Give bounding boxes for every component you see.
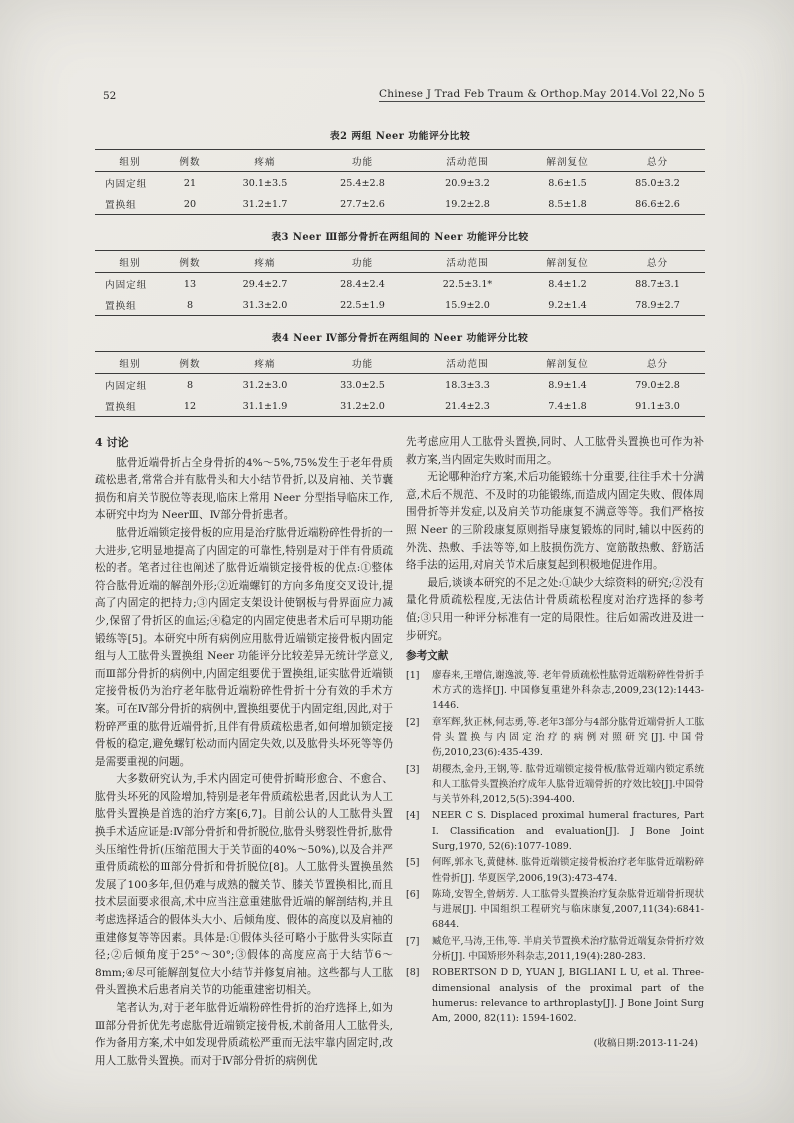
table-cell: 20 [183, 198, 197, 210]
table-cell: 31.2±2.0 [340, 400, 385, 412]
table-cell: 79.0±2.8 [635, 379, 680, 391]
table-4-header-cell: 功能 [351, 359, 374, 370]
reference-marker: [3] [406, 763, 420, 775]
reference-marker: [6] [406, 888, 420, 900]
table-cell: 33.0±2.5 [340, 379, 385, 391]
table-3-block [95, 229, 705, 316]
table-cell: 8.5±1.8 [548, 198, 587, 210]
table-cell: 21.4±2.3 [445, 400, 490, 412]
reference-marker: [2] [406, 716, 420, 728]
table-3-header-cell: 例数 [179, 258, 201, 269]
reference-text: 章军辉,狄正林,何志勇,等.老年3部分与4部分肱骨近端骨折人工肱骨头置换与内固定治疗的病例对照研究[J].中国骨伤,2010,23(6):435-439. [432, 716, 704, 759]
page-number: 52 [103, 90, 117, 102]
table-4-header-cell: 疼痛 [254, 359, 276, 370]
journal-title: Chinese J Trad Feb Traum & Orthop.May 2014.Vol 22,No 5 [379, 88, 705, 100]
table-row [95, 273, 705, 295]
discussion-paragraph: 肱骨近端锁定接骨板的应用是治疗肱骨近端粉碎性骨折的一大进步,它明显地提高了内固定的可靠性,特别是对于伴有骨质疏松的者。笔者过往也阐述了肱骨近端锁定接骨板的优点:①整体符合肱骨近端的解剖外形;②近端螺钉的方向多角度交叉设计,提高了内固定的把持力;③内固定支架设计使钢板与骨界面应力减少,保留了骨折区的血运;④稳定的内固定使患者术后可早期功能锻练等[5]。本研究中所有病例应用肱骨近端锁定接骨板内固定组与人工肱骨头置换组 Neer 功能评分比较差异无统计学意义,而Ⅲ部分骨折的病例中,内固定组要优于置换组,证实肱骨近端锁定接骨板仍为治疗老年肱骨近端粉碎性骨折十分有效的手术方案。可在Ⅳ部分骨折的病例中,置换组要优于内固定组,因此,对于粉碎严重的肱骨近端骨折,且伴有骨质疏松患者,如何增加锁定接骨板的稳定,避免螺钉松动而内固定失效,以及肱骨头坏死等等仍是需要重视的问题。 [95, 526, 393, 768]
discussion-paragraph: 笔者认为,对于老年肱骨近端粉碎性骨折的治疗选择上,如为Ⅲ部分骨折优先考虑肱骨近端锁定接骨板,术前备用人工肱骨头,作为备用方案,术中如发现骨质疏松严重而无法牢靠内固定时,改用人工肱骨头置换。而对于Ⅳ部分骨折的病例优 [95, 1002, 393, 1067]
reference-item [406, 715, 704, 761]
table-row [95, 172, 705, 194]
table-cell: 31.2±3.0 [242, 379, 288, 391]
table-2-header-cell: 活动范围 [446, 157, 489, 168]
running-header [95, 88, 705, 102]
reference-item [406, 762, 704, 808]
tables-section [95, 128, 705, 417]
received-date: (收稿日期:2013-11-24) [593, 1037, 698, 1049]
table-2-header-row [95, 150, 705, 172]
reference-text: 廖春来,王增信,谢逸波,等. 老年骨质疏松性肱骨近端粉碎性骨折手术方式的选择[J]. 中国修复重建外科杂志,2009,23(12):1443-1446. [432, 669, 704, 712]
reference-marker: [5] [406, 857, 420, 869]
table-2 [95, 149, 705, 215]
reference-marker: [8] [406, 967, 420, 979]
reference-item [406, 934, 704, 965]
table-2-header-cell: 例数 [179, 157, 201, 168]
table-2-header-cell: 疼痛 [254, 157, 276, 168]
page-content [95, 88, 705, 1070]
reference-text: 何晖,郭永飞,黄健林. 肱骨近端锁定接骨板治疗老年肱骨近端粉碎性骨折[J]. 华夏医学,2006,19(3):473-474. [432, 857, 704, 884]
table-2-title: 表2 两组 Neer 功能评分比较 [329, 131, 471, 142]
table-3-title: 表3 Neer Ⅲ部分骨折在两组间的 Neer 功能评分比较 [271, 232, 529, 243]
table-4-header-cell: 组别 [119, 359, 141, 370]
table-cell: 31.3±2.0 [242, 299, 288, 311]
references-heading: 参考文献 [406, 650, 449, 663]
reference-item [406, 668, 704, 714]
table-4-header-cell: 活动范围 [446, 359, 489, 370]
table-2-header-cell: 总分 [646, 157, 669, 168]
discussion-paragraph: 最后,谈谈本研究的不足之处:①缺少大综资料的研究;②没有量化骨质疏松程度,无法估计骨质疏松程度对治疗选择的参考值;③只用一种评分标准有一定的局限性。往后如需改进及进一步研究。 [406, 576, 704, 642]
section-heading-discussion: 4 讨论 [95, 436, 129, 449]
table-cell: 9.2±1.4 [548, 299, 587, 311]
reference-marker: [7] [406, 935, 420, 947]
table-cell: 8 [186, 299, 194, 311]
table-cell: 22.5±3.1* [442, 278, 493, 290]
table-cell: 内固定组 [105, 179, 148, 190]
table-4-block [95, 330, 705, 417]
table-cell: 置换组 [105, 402, 137, 413]
table-cell: 78.9±2.7 [635, 299, 680, 311]
table-row [95, 374, 705, 396]
table-cell: 7.4±1.8 [548, 400, 587, 412]
table-2-header-cell: 功能 [351, 157, 374, 168]
table-3 [95, 250, 705, 316]
table-3-header-cell: 总分 [646, 258, 669, 269]
table-3-header-cell: 活动范围 [446, 258, 489, 269]
reference-text: NEER C S. Displaced proximal humeral fractures, Part I. Classification and evaluation[J]. J Bone Joint Surg,1970, 52(6):1077-1089. [432, 810, 704, 852]
table-cell: 28.4±2.4 [340, 278, 385, 290]
table-3-header-cell: 解剖复位 [546, 258, 589, 269]
left-column [95, 434, 393, 1070]
references-list [406, 668, 704, 1027]
body-columns [95, 434, 705, 1070]
table-cell: 86.6±2.6 [635, 198, 680, 210]
discussion-paragraph-continuation: 先考虑应用人工肱骨头置换,同时、人工肱骨头置换也可作为补救方案,当内固定失败时而用之。 [406, 436, 704, 466]
table-4-header-cell: 例数 [179, 359, 201, 370]
table-3-header-row [95, 251, 705, 273]
table-cell: 18.3±3.3 [445, 379, 490, 391]
table-cell: 8.9±1.4 [548, 379, 587, 391]
table-cell: 19.2±2.8 [445, 198, 490, 210]
table-cell: 置换组 [105, 200, 137, 211]
table-cell: 21 [183, 177, 197, 189]
reference-text: ROBERTSON D D, YUAN J, BIGLIANI L U, et al. Three-dimensional analysis of the proximal part of the humerus: relevance to arthroplasty[J]. J Bone Joint Surg Am, 2000, 82(11): 1594-1602. [432, 967, 704, 1025]
table-cell: 31.2±1.7 [242, 198, 288, 210]
table-row [95, 395, 705, 417]
reference-item [406, 808, 704, 854]
discussion-paragraph: 大多数研究认为,手术内固定可使骨折畸形愈合、不愈合、肱骨头坏死的风险增加,特别是老年骨质疏松患者,因此认为人工肱骨头置换是首选的治疗方案[6,7]。目前公认的人工肱骨头置换手术适应证是:Ⅳ部分骨折和骨折脱位,肱骨头劈裂性骨折,肱骨头压缩性骨折(压缩范围大于关节面的40%～50%),以及合并严重骨质疏松的Ⅲ部分骨折和骨折脱位[8]。人工肱骨头置换虽然发展了100多年,但仍难与成熟的髋关节、膝关节置换相比,而且技术层面要求很高,术中应当注意重建肱骨近端的解剖结构,并且考虑选择适合的假体头大小、后倾角度、假体的高度以及肩袖的重建修复等等因素。具体是:①假体头径可略小于肱骨头实际直径;②后倾角度于25°～30°;③假体的高度应高于大结节6～8mm;④尽可能解剖复位大小结节并修复肩袖。这些都与人工肱骨头置换术后患者肩关节的功能重建密切相关。 [95, 773, 393, 997]
table-cell: 30.1±3.5 [242, 177, 288, 189]
table-cell: 29.4±2.7 [242, 278, 288, 290]
reference-item [406, 887, 704, 933]
table-cell: 25.4±2.8 [340, 177, 385, 189]
reference-text: 胡稷杰,金丹,王钢,等. 肱骨近端锁定接骨板/肱骨近端内锁定系统和人工肱骨头置换治疗成年人肱骨近端骨折的疗效比较[J].中国骨与关节外科,2012,5(5):394-400. [432, 763, 704, 806]
discussion-paragraph: 无论哪种治疗方案,术后功能锻练十分重要,往往手术十分满意,术后不规范、不及时的功能锻练,而造成内固定失败、假体周围骨折等并发症,以及肩关节功能康复不满意等等。我们严格按照 Neer 的三阶段康复原则指导康复锻炼的同时,辅以中医药的外洗、热敷、手法等等,如上肢损伤洗方、宽筋散热敷、舒筋活络手法的运用,对肩关节术后康复起到积极地促进作用。 [406, 471, 704, 572]
right-column [406, 434, 704, 1070]
reference-text: 臧危平,马涛,王伟,等. 半肩关节置换术治疗肱骨近端复杂骨折疗效分析[J]. 中国矫形外科杂志,2011,19(4):280-283. [432, 935, 704, 963]
table-4-title: 表4 Neer Ⅳ部分骨折在两组间的 Neer 功能评分比较 [271, 333, 529, 344]
table-4 [95, 351, 705, 417]
table-4-header-cell: 总分 [646, 359, 669, 370]
table-cell: 22.5±1.9 [340, 299, 385, 311]
table-2-header-cell: 解剖复位 [546, 157, 589, 168]
table-cell: 12 [183, 400, 197, 412]
table-cell: 内固定组 [105, 381, 148, 392]
table-cell: 31.1±1.9 [242, 400, 288, 412]
table-cell: 27.7±2.6 [340, 198, 385, 210]
table-cell: 20.9±3.2 [445, 177, 490, 189]
table-row [95, 193, 705, 215]
table-4-header-cell: 解剖复位 [546, 359, 589, 370]
reference-item [406, 855, 704, 886]
table-cell: 13 [183, 278, 197, 290]
table-cell: 88.7±3.1 [635, 278, 680, 290]
table-2-block [95, 128, 705, 215]
reference-text: 陈琦,安智全,曾炳芳. 人工肱骨头置换治疗复杂肱骨近端骨折现状与进展[J]. 中国组织工程研究与临床康复,2007,11(34):6841-6844. [432, 888, 704, 931]
reference-marker: [4] [406, 810, 420, 822]
table-cell: 91.1±3.0 [635, 400, 680, 412]
reference-marker: [1] [406, 669, 420, 681]
table-cell: 置换组 [105, 301, 137, 312]
table-cell: 内固定组 [105, 280, 148, 291]
table-cell: 15.9±2.0 [445, 299, 490, 311]
table-cell: 8.4±1.2 [548, 278, 587, 290]
table-cell: 8 [186, 379, 194, 391]
table-3-header-cell: 功能 [351, 258, 374, 269]
table-3-header-cell: 组别 [119, 258, 141, 269]
table-3-header-cell: 疼痛 [254, 258, 276, 269]
discussion-paragraph: 肱骨近端骨折占全身骨折的4%～5%,75%发生于老年骨质疏松患者,常常合并有肱骨头和大小结节骨折,以及肩袖、关节囊损伤和肩关节脱位等表现,临床上常用 Neer 分型指导临床工作,本研究中均为 NeerⅢ、Ⅳ部分骨折患者。 [95, 456, 393, 522]
table-cell: 85.0±3.2 [635, 177, 680, 189]
table-row [95, 294, 705, 316]
table-cell: 8.6±1.5 [548, 177, 587, 189]
table-2-header-cell: 组别 [119, 157, 141, 168]
reference-item [406, 965, 704, 1026]
table-4-header-row [95, 352, 705, 374]
